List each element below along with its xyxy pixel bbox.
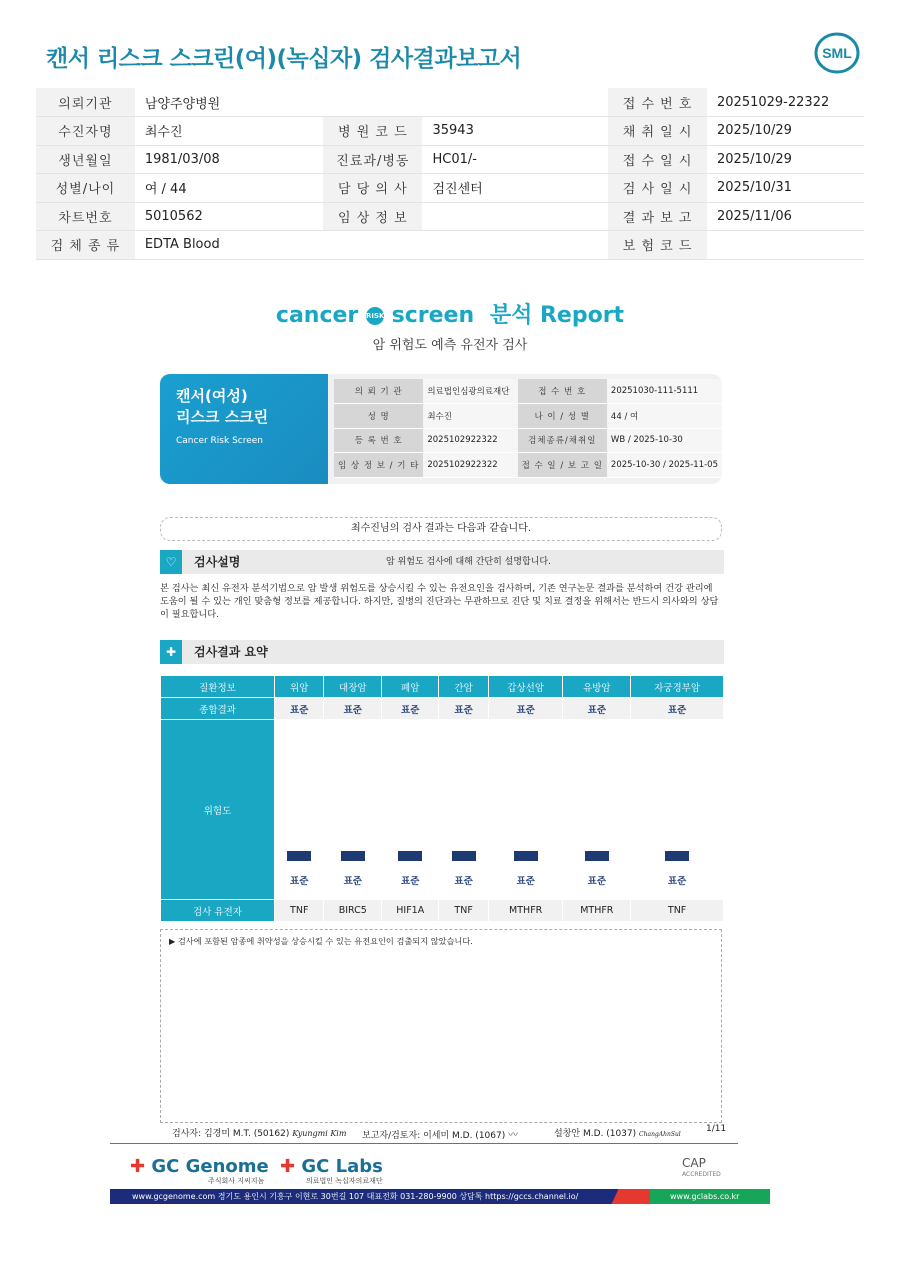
disease-header: 간암 xyxy=(439,676,488,698)
gc-genome-sub: 주식회사 지씨지놈 xyxy=(208,1177,265,1185)
info-row: 생년월일 1981/03/08 진료과/병동 HC01/- 접 수 일 시 2025/10/29 xyxy=(36,145,864,174)
gc-labs-sub: 의료법인 녹십자의료재단 xyxy=(306,1177,383,1185)
risk-cell: 표준 xyxy=(631,720,724,900)
gene-cell: BIRC5 xyxy=(324,900,382,922)
section-description: ♡ 검사설명 암 위험도 검사에 대해 간단히 설명합니다. xyxy=(160,550,724,574)
section-summary: ✚ 검사결과 요약 xyxy=(160,640,724,664)
page-number: 1/11 xyxy=(706,1124,727,1134)
risk-bar xyxy=(665,851,689,861)
risk-cell: 표준 xyxy=(488,720,563,900)
risk-bar xyxy=(341,851,365,861)
summary-cell: 표준 xyxy=(439,698,488,720)
signature-reviewer: 보고자/검토자: 이세미 M.D. (1067) 〰 xyxy=(362,1130,519,1141)
report-subtitle: 암 위험도 예측 유전자 검사 xyxy=(372,338,528,353)
results-grid: 질환정보 위암 대장암 폐암 간암 갑상선암 유방암 자궁경부암 종합결과 표준 표준 표준 표준 표준 표준 표준 위험도 표준 표준 표준 표준 표준 표준 표준 검사 유전자 TNF BIRC5 HIF1A TNF MTHFR MTHFR TNF xyxy=(160,675,724,922)
gene-cell: HIF1A xyxy=(382,900,439,922)
footer-divider xyxy=(110,1143,738,1144)
risk-cell: 표준 xyxy=(382,720,439,900)
disease-header: 갑상선암 xyxy=(488,676,563,698)
risk-bar xyxy=(452,851,476,861)
risk-cell: 표준 xyxy=(563,720,631,900)
info-row: 차트번호 5010562 임 상 정 보 결 과 보 고 2025/11/06 xyxy=(36,202,864,231)
info-row: 검 체 종 류 EDTA Blood 보 험 코 드 xyxy=(36,231,864,260)
info-row: 성별/나이 여 / 44 담 당 의 사 검진센터 검 사 일 시 2025/10/31 xyxy=(36,174,864,203)
report-brand: cancer RISK screen 분석 Report xyxy=(275,303,625,328)
patient-card xyxy=(160,374,722,484)
gc-labs-logo: ✚ GC Labs xyxy=(280,1156,383,1177)
sml-logo xyxy=(812,30,862,76)
stethoscope-icon: ♡ xyxy=(160,550,182,574)
svg-text:SML: SML xyxy=(822,45,852,61)
summary-cell: 표준 xyxy=(275,698,324,720)
description-text: 본 검사는 최신 유전자 분석기법으로 암 발생 위험도를 상승시킬 수 있는 유전요인을 검사하며, 기존 연구논문 결과를 분석하여 건강 관리에 도움이 될 수 있는 개인 맞춤형 정보를 제공합니다. 하지만, 질병의 진단과는 무관하므로 진단 및 치료 결정을 위해서는 반드시 의사와의 상담이 필요합니다. xyxy=(160,583,719,620)
risk-cell: 표준 xyxy=(275,720,324,900)
card-info-table: 의 뢰 기 관 의료법인심광의료재단 접 수 번 호 20251030-111-5111 성 명 최수진 나 이 / 성 별 44 / 여 등 록 번 호 2025102922322 검체종류/채취일 WB / 2025-10-30 임 상 정 보 / 기 타 2025102922322 접 수 일 / 보 고 일 2025-10-30 / 2025-11-05 xyxy=(334,379,722,478)
risk-bar xyxy=(287,851,311,861)
info-row: 의뢰기관 남양주양병원 접 수 번 호 20251029-22322 xyxy=(36,88,864,117)
risk-cell: 표준 xyxy=(324,720,382,900)
medical-kit-icon: ✚ xyxy=(160,640,182,664)
disease-header: 자궁경부암 xyxy=(631,676,724,698)
summary-cell: 표준 xyxy=(631,698,724,720)
risk-bar xyxy=(514,851,538,861)
disease-header: 유방암 xyxy=(563,676,631,698)
risk-bar xyxy=(398,851,422,861)
gene-cell: TNF xyxy=(631,900,724,922)
card-brand-panel: 캔서(여성) 리스크 스크린 Cancer Risk Screen xyxy=(160,374,328,484)
gene-cell: MTHFR xyxy=(488,900,563,922)
gene-cell: MTHFR xyxy=(563,900,631,922)
signature-tester: 검사자: 김경미 M.T. (50162) Kyungmi Kim xyxy=(172,1129,347,1139)
report-title: 캔서 리스크 스크린(여)(녹십자) 검사결과보고서 xyxy=(46,46,522,72)
footer-website-link[interactable]: www.gclabs.co.kr xyxy=(670,1192,740,1201)
footer-bar xyxy=(110,1189,770,1204)
gc-genome-logo: ✚ GC Genome xyxy=(130,1156,269,1177)
summary-cell: 표준 xyxy=(382,698,439,720)
result-statement: 최수진님의 검사 결과는 다음과 같습니다. xyxy=(160,517,722,541)
patient-info-table xyxy=(36,88,864,260)
footer-contact[interactable]: www.gcgenome.com 경기도 용인시 기흥구 이현로 30번길 107 대표전화 031-280-9900 상담톡 https://gccs.channel.io/ xyxy=(132,1192,579,1201)
risk-badge-icon: RISK xyxy=(366,307,384,325)
risk-cell: 표준 xyxy=(439,720,488,900)
summary-cell: 표준 xyxy=(488,698,563,720)
cap-sub: ACCREDITED xyxy=(682,1171,721,1178)
gene-cell: TNF xyxy=(439,900,488,922)
summary-cell: 표준 xyxy=(563,698,631,720)
notes-box: ▶ 검사에 포함된 암종에 취약성을 상승시킬 수 있는 유전요인이 검출되지 않았습니다. xyxy=(160,929,722,1123)
disease-header: 대장암 xyxy=(324,676,382,698)
risk-bar xyxy=(585,851,609,861)
gene-cell: TNF xyxy=(275,900,324,922)
info-row: 수진자명 최수진 병 원 코 드 35943 채 취 일 시 2025/10/29 xyxy=(36,117,864,146)
cap-logo: CAP xyxy=(682,1156,706,1170)
summary-cell: 표준 xyxy=(324,698,382,720)
disease-header: 폐암 xyxy=(382,676,439,698)
disease-header: 위암 xyxy=(275,676,324,698)
signature-director: 설창안 M.D. (1037) ChangAhnSul xyxy=(554,1129,681,1139)
